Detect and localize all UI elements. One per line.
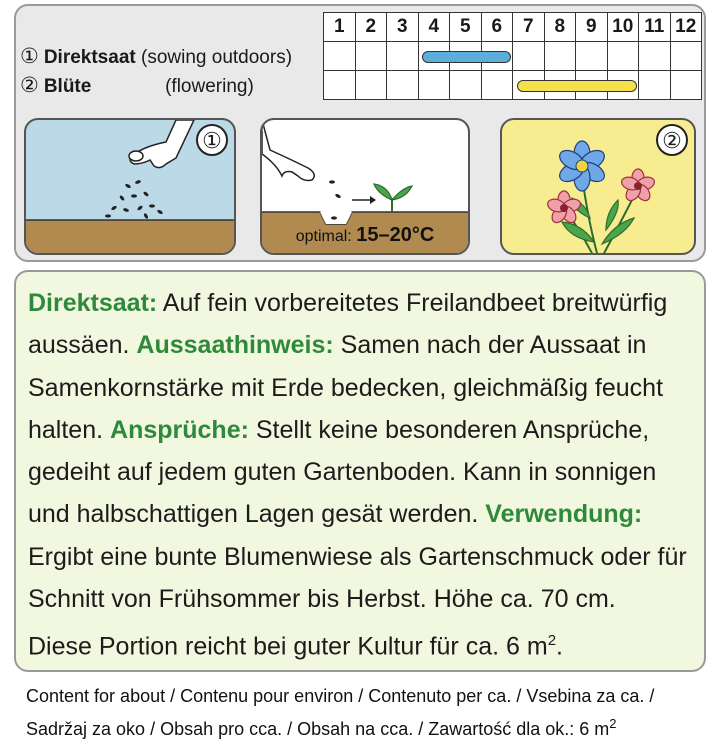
footer-line-2-wrap: [26, 710, 706, 743]
text-verwendung: Ergibt eine bunte Blumenwiese als Gartenschmuck oder für Schnitt von Frühsommer bis Herbst. Höhe ca. 70 cm.: [28, 542, 687, 614]
footer-line-2: Sadržaj za oko / Obsah pro cca. / Obsah na cca. / Zawartość dla ok.: 6 m: [26, 719, 610, 739]
month-4: 4: [418, 13, 450, 42]
keyword-direktsaat: Direktsaat:: [28, 289, 158, 317]
temp-optimal-label: optimal:: [295, 228, 352, 245]
month-12: 12: [670, 13, 702, 42]
period-bar-sowing: [422, 51, 511, 63]
keyword-aussaathinweis: Aussaathinweis:: [136, 331, 334, 360]
calendar-header-row: [20, 13, 702, 42]
footer-unit-exponent: 2: [609, 716, 617, 731]
row-title-flowering: Blüte: [43, 75, 92, 97]
temperature-label: [262, 224, 468, 247]
temp-optimal-value: 15–20°C: [356, 224, 435, 246]
portion-unit-exponent: 2: [547, 632, 557, 650]
month-7: 7: [513, 13, 545, 42]
month-6: 6: [481, 13, 513, 42]
month-3: 3: [387, 13, 419, 42]
keyword-ansprueche: Ansprüche:: [110, 415, 249, 444]
keyword-verwendung: Verwendung:: [485, 500, 643, 529]
period-bar-flowering: [517, 80, 637, 92]
description-text: [14, 270, 706, 672]
step-2-badge: ②: [656, 124, 688, 156]
info-card: [14, 4, 706, 262]
month-8: 8: [544, 13, 576, 42]
month-1: 1: [324, 13, 356, 42]
illustration-sowing: [24, 118, 236, 255]
step-1-badge: ①: [196, 124, 228, 156]
portion-end: .: [556, 632, 563, 661]
month-2: 2: [355, 13, 387, 42]
month-11: 11: [639, 13, 671, 42]
text-ansprueche: Stellt keine besonderen Ansprüche, gedeiht auf jedem guten Gartenboden. Kann in sonnigen und halbschattigen Lagen gesät werden.: [28, 415, 657, 529]
month-5: 5: [450, 13, 482, 42]
month-9: 9: [576, 13, 608, 42]
month-10: 10: [607, 13, 639, 42]
portion-text: Diese Portion reicht bei guter Kultur für ca. 6 m: [28, 632, 548, 661]
illustration-flowering: [500, 118, 696, 255]
calendar-row-sowing: [20, 42, 702, 71]
row-title-sowing: Direktsaat: [43, 46, 136, 68]
text-aussaathinweis: Samen nach der Aussaat in Samenkornstärke mit Erde bedecken, gleichmäßig feucht halten.: [28, 331, 664, 444]
marker-1-icon: ①: [20, 44, 39, 68]
text-direktsaat: Auf fein vorbereitetes Freilandbeet breitwürfig aussäen.: [28, 289, 668, 360]
marker-2-icon: ②: [20, 73, 39, 97]
footer-line-1: Content for about / Contenu pour environ / Contenuto per ca. / Vsebina za ca. /: [26, 686, 655, 706]
content-footer: [26, 683, 706, 743]
row-subtitle-flowering: (flowering): [165, 75, 254, 97]
illustration-germination: [260, 118, 470, 255]
row-subtitle-sowing: (sowing outdoors): [141, 46, 293, 68]
